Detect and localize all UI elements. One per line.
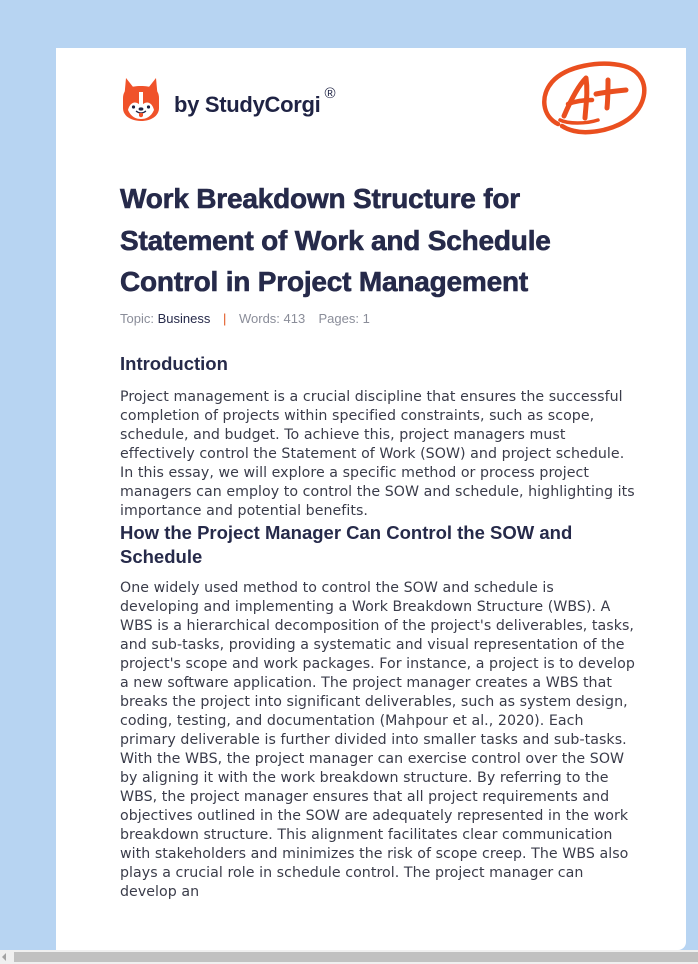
registered-mark: ® — [324, 84, 336, 102]
horizontal-scrollbar[interactable] — [0, 950, 698, 964]
topic-label: Topic: — [120, 311, 154, 326]
article-card — [56, 48, 686, 950]
a-plus-grade-icon — [538, 58, 648, 140]
meta-separator: | — [222, 311, 227, 326]
scrollbar-thumb[interactable] — [14, 952, 698, 962]
logo-text: by StudyCorgi — [174, 92, 321, 117]
article-title: Work Breakdown Structure for Statement of Work and Schedule Control in Project Management — [120, 183, 551, 297]
corgi-logo-icon — [120, 76, 162, 122]
pages-count: 1 — [362, 311, 370, 326]
words-count: 413 — [283, 311, 306, 326]
topic-link[interactable]: Business — [157, 311, 211, 326]
pages-label: Pages: — [318, 311, 359, 326]
section-heading-control: How the Project Manager Can Control the SOW and Schedule — [120, 522, 573, 567]
section-heading-introduction: Introduction — [120, 353, 228, 374]
studycorgi-logo[interactable] — [120, 76, 336, 122]
words-label: Words: — [238, 311, 280, 326]
article-body — [120, 352, 636, 902]
article-meta — [120, 311, 370, 326]
paragraph-introduction: Project management is a crucial discipline that ensures the successful completion of projects within specified constraints, such as scope, schedule, and budget. To achieve this, project managers must effectively control the Statement of Work (SOW) and project schedule. In this essay, we will explore a specific method or process project managers can employ to control the SOW and schedule, highlighting its importance and potential benefits. — [120, 389, 635, 519]
scroll-left-arrow-icon[interactable] — [2, 953, 6, 961]
paragraph-control: One widely used method to control the SOW and schedule is developing and implementing a Work Breakdown Structure (WBS). A WBS is a hierarchical decomposition of the project's deliverables, tasks, and sub-tasks, providing a systematic and visual representation of the project's scope and work packages. For instance, a project is to develop a new software application. The project manager creates a WBS that breaks the project into significant deliverables, such as system design, coding, testing, and documentation (Mahpour et al., 2020). Each primary deliverable is further divided into smaller tasks and sub-tasks. With the WBS, the project manager can exercise control over the SOW by aligning it with the work breakdown structure. By referring to the WBS, the project manager ensures that all project requirements and objectives outlined in the SOW are adequately represented in the work breakdown structure. This alignment facilitates clear communication with stakeholders and minimizes the risk of scope creep. The WBS also plays a crucial role in schedule control. The project manager can develop an — [120, 580, 635, 900]
